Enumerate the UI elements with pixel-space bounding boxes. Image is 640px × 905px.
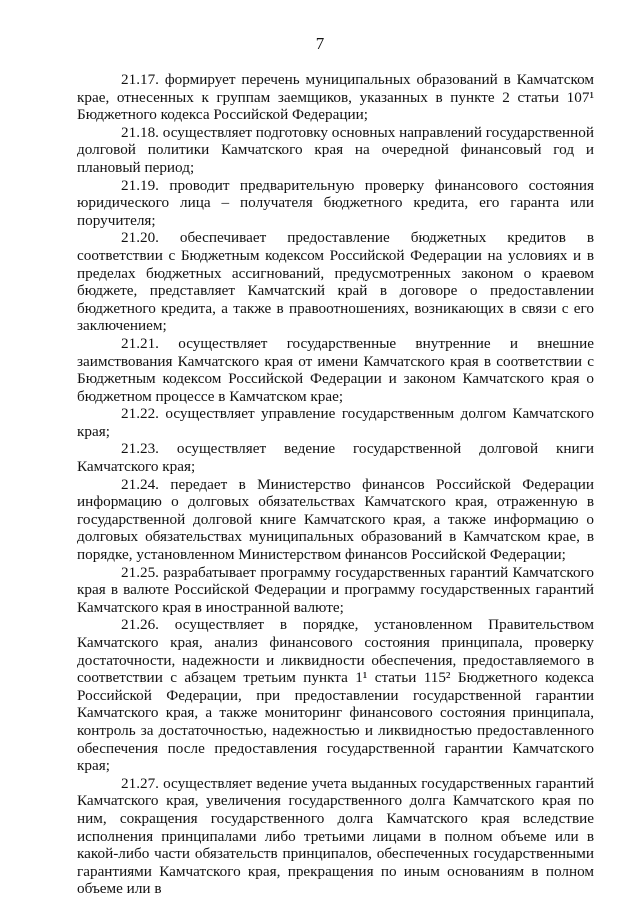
- paragraph-21-22: 21.22. осуществляет управление государственным долгом Камчатского края;: [77, 405, 594, 440]
- paragraph-21-19: 21.19. проводит предварительную проверку финансового состояния юридического лица – получателя бюджетного кредита, его гаранта или поручителя;: [77, 176, 594, 229]
- paragraph-21-25: 21.25. разрабатывает программу государственных гарантий Камчатского края в валюте Российской Федерации и программу государственных гарантий Камчатского края в иностранной валюте;: [77, 563, 594, 616]
- paragraph-21-23: 21.23. осуществляет ведение государственной долговой книги Камчатского края;: [77, 440, 594, 476]
- paragraph-21-20: 21.20. обеспечивает предоставление бюджетных кредитов в соответствии с Бюджетным кодексом Российской Федерации на условиях и в пределах бюджетных ассигнований, предусмотренных законом о краевом бюджете, представляет Камчатский край в договоре о предоставлении бюджетного кредита, а также в правоотношениях, возникающих в связи с его заключением;: [77, 229, 594, 335]
- paragraph-21-24: 21.24. передает в Министерство финансов Российской Федерации информацию о долговых обязательствах Камчатского края, отраженную в государственной долговой книге Камчатского края, а также информацию о долговых обязательствах муниципальных образований в Камчатском крае, в порядке, установленном Министерством финансов Российской Федерации;: [77, 475, 594, 564]
- document-body: [77, 71, 594, 898]
- page-number: 7: [315, 34, 325, 53]
- paragraph-21-27: 21.27. осуществляет ведение учета выданных государственных гарантий Камчатского края, увеличения государственного долга Камчатского края по ним, сокращения государственного долга Камчатского края вследствие исполнения принципалами либо третьими лицами в полном объеме или в какой-либо части обязательств принципалов, обеспеченных государственными гарантиями Камчатского края, прекращения по иным основаниям в полном объеме или в: [77, 774, 594, 898]
- paragraph-21-26: 21.26. осуществляет в порядке, установленном Правительством Камчатского края, анализ финансового состояния принципала, проверку достаточности, надежности и ликвидности обеспечения, предоставляемого в соответствии с абзацем третьим пункта 1¹ статьи 115² Бюджетного кодекса Российской Федерации, при предоставлении государственной гарантии Камчатского края, а также мониторинг финансового состояния принципала, контроль за достаточностью, надежностью и ликвидностью предоставленного обеспечения после предоставления государственной гарантии Камчатского края;: [77, 616, 594, 775]
- paragraph-21-21: 21.21. осуществляет государственные внутренние и внешние заимствования Камчатского края от имени Камчатского края в соответствии с Бюджетным кодексом Российской Федерации и законом Камчатского края о бюджетном процессе в Камчатском крае;: [77, 334, 594, 405]
- paragraph-21-17: 21.17. формирует перечень муниципальных образований в Камчатском крае, отнесенных к группам заемщиков, указанных в пункте 2 статьи 107¹ Бюджетного кодекса Российской Федерации;: [77, 71, 594, 124]
- paragraph-21-18: 21.18. осуществляет подготовку основных направлений государственной долговой политики Камчатского края на очередной финансовый год и плановый период;: [77, 123, 594, 176]
